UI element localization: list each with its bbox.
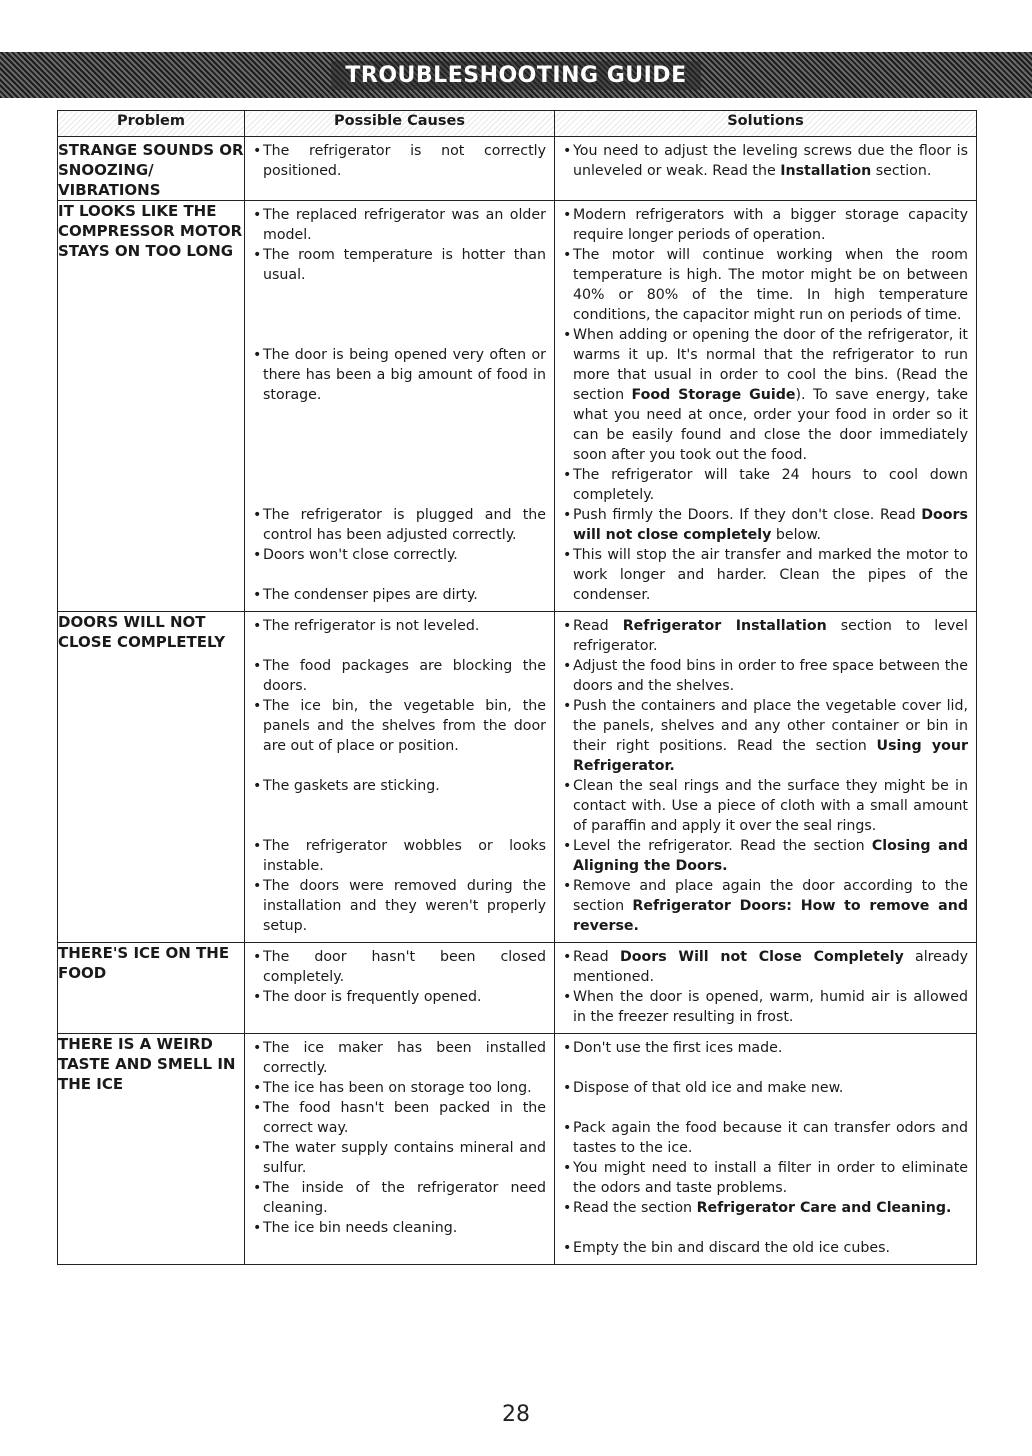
cause-item: • The food packages are blocking the doors. (253, 658, 546, 694)
cause-item: • The refrigerator is not correctly positioned. (253, 143, 546, 179)
solution-item: • You might need to install a filter in order to eliminate the odors and taste problems. (563, 1160, 968, 1196)
solution-item: • Empty the bin and discard the old ice cubes. (563, 1240, 890, 1256)
problem-cell: THERE'S ICE ON THE FOOD (58, 943, 245, 1034)
header-solutions: Solutions (555, 111, 977, 137)
page-title: TROUBLESHOOTING GUIDE (331, 61, 700, 90)
solution-item: • The refrigerator will take 24 hours to cool down completely. (563, 467, 968, 503)
solution-item: • Dispose of that old ice and make new. (563, 1080, 844, 1096)
solution-item: • Read Doors Will not Close Completely already mentioned. (563, 949, 968, 985)
cause-item: • The refrigerator is not leveled. (253, 618, 480, 634)
solution-item: • When adding or opening the door of the refrigerator, it warms it up. It's normal that the refrigerator to run more that usual in order to cool the bins. (Read the section Food Storage Guide). To save energy, take what you need at once, order your food in order so it can be easily found and close the door immediately soon after you took out the food. (563, 327, 968, 463)
solution-item: • Remove and place again the door according to the section Refrigerator Doors: How to remove and reverse. (563, 878, 968, 934)
table-row (58, 201, 977, 612)
cause-item: • The ice bin needs cleaning. (253, 1220, 458, 1236)
cause-item: • The room temperature is hotter than usual. (253, 247, 546, 283)
solution-item: • Don't use the first ices made. (563, 1040, 783, 1056)
causes-cell (245, 201, 555, 612)
table-row (58, 137, 977, 201)
causes-cell (245, 137, 555, 201)
page-number: 28 (502, 1402, 530, 1427)
solution-item: • Level the refrigerator. Read the section Closing and Aligning the Doors. (563, 838, 968, 874)
table-row (58, 943, 977, 1034)
cause-item: • The condenser pipes are dirty. (253, 587, 478, 603)
solutions-cell (555, 201, 977, 612)
troubleshooting-table (57, 110, 977, 1265)
cause-item: • The refrigerator wobbles or looks instable. (253, 838, 546, 874)
cause-item: • The ice bin, the vegetable bin, the panels and the shelves from the door are out of place or position. (253, 698, 546, 754)
cause-item: • The replaced refrigerator was an older model. (253, 207, 546, 243)
table-row (58, 612, 977, 943)
problem-cell: IT LOOKS LIKE THE COMPRESSOR MOTOR STAYS ON TOO LONG (58, 201, 245, 612)
causes-cell (245, 943, 555, 1034)
solution-item: • Modern refrigerators with a bigger storage capacity require longer periods of operation. (563, 207, 968, 243)
solution-item: • This will stop the air transfer and marked the motor to work longer and harder. Clean the pipes of the condenser. (563, 547, 968, 603)
cause-item: • The door hasn't been closed completely. (253, 949, 546, 985)
cause-item: • The inside of the refrigerator need cleaning. (253, 1180, 546, 1216)
cause-item: • The ice maker has been installed correctly. (253, 1040, 546, 1076)
cause-item: • The food hasn't been packed in the correct way. (253, 1100, 546, 1136)
solution-item: • Pack again the food because it can transfer odors and tastes to the ice. (563, 1120, 968, 1156)
solution-item: • You need to adjust the leveling screws due the floor is unleveled or weak. Read the Installation section. (563, 143, 968, 179)
solution-item: • Push the containers and place the vegetable cover lid, the panels, shelves and any other container or bin in their right positions. Read the section Using your Refrigerator. (563, 698, 968, 774)
solution-item: • Clean the seal rings and the surface they might be in contact with. Use a piece of cloth with a small amount of paraffin and apply it over the seal rings. (563, 778, 968, 834)
cause-item: • The ice has been on storage too long. (253, 1080, 532, 1096)
cause-item: • The door is being opened very often or there has been a big amount of food in storage. (253, 347, 546, 403)
solution-item: • Read Refrigerator Installation section to level refrigerator. (563, 618, 968, 654)
cause-item: • Doors won't close correctly. (253, 547, 458, 563)
table-header-row (58, 111, 977, 137)
title-banner (0, 52, 1032, 98)
problem-cell: STRANGE SOUNDS OR SNOOZING/ VIBRATIONS (58, 137, 245, 201)
cause-item: • The gaskets are sticking. (253, 778, 440, 794)
solutions-cell (555, 137, 977, 201)
causes-cell (245, 1034, 555, 1265)
solution-item: • The motor will continue working when the room temperature is high. The motor might be on between 40% or 80% of the time. In high temperature conditions, the capacitor might run on periods of time. (563, 247, 968, 323)
header-possible-causes: Possible Causes (245, 111, 555, 137)
solutions-cell (555, 943, 977, 1034)
cause-item: • The doors were removed during the installation and they weren't properly setup. (253, 878, 546, 934)
solutions-cell (555, 612, 977, 943)
causes-cell (245, 612, 555, 943)
solution-item: • Read the section Refrigerator Care and Cleaning. (563, 1200, 952, 1216)
problem-cell: THERE IS A WEIRD TASTE AND SMELL IN THE ICE (58, 1034, 245, 1265)
cause-item: • The refrigerator is plugged and the control has been adjusted correctly. (253, 507, 546, 543)
solution-item: • When the door is opened, warm, humid air is allowed in the freezer resulting in frost. (563, 989, 968, 1025)
solution-item: • Adjust the food bins in order to free space between the doors and the shelves. (563, 658, 968, 694)
problem-cell: DOORS WILL NOT CLOSE COMPLETELY (58, 612, 245, 943)
cause-item: • The water supply contains mineral and sulfur. (253, 1140, 546, 1176)
solution-item: • Push firmly the Doors. If they don't close. Read Doors will not close completely below. (563, 507, 968, 543)
table-row (58, 1034, 977, 1265)
header-problem: Problem (58, 111, 245, 137)
solutions-cell (555, 1034, 977, 1265)
cause-item: • The door is frequently opened. (253, 989, 482, 1005)
